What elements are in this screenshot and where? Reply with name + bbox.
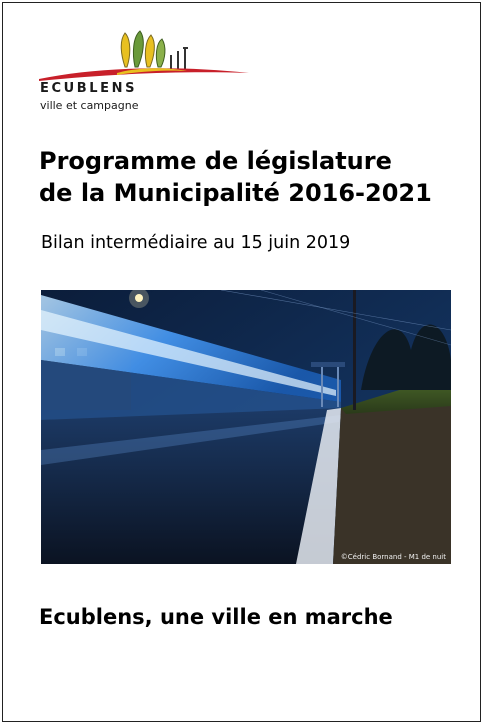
logo-emblem-icon [37,27,252,87]
logo-tagline: ville et campagne [40,99,139,112]
document-subtitle: Bilan intermédiaire au 15 juin 2019 [41,233,351,253]
document-title [39,145,469,209]
document-page [2,2,481,722]
cover-photo [41,290,451,564]
logo-name: ECUBLENS [40,81,138,96]
photo-credit: ©Cédric Bornand - M1 de nuit [340,553,446,561]
slogan: Ecublens, une ville en marche [39,605,393,629]
night-metro-photo-icon [41,290,451,564]
ecublens-logo [37,27,252,119]
title-line-1: Programme de législature [39,147,392,175]
title-line-2: de la Municipalité 2016-2021 [39,179,432,207]
